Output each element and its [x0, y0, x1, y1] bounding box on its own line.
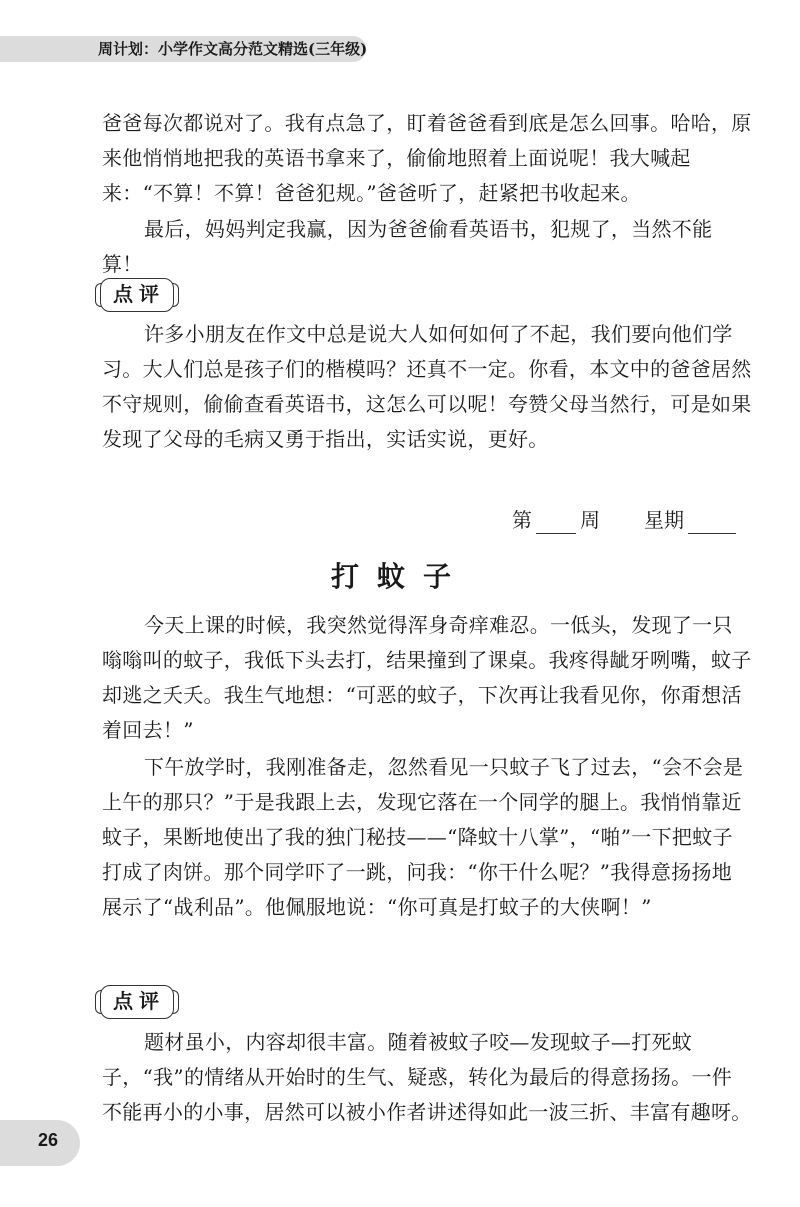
week-blank — [536, 511, 576, 534]
story-title: 打蚊子 — [330, 560, 469, 593]
page-number: 26 — [38, 1130, 59, 1150]
comment-label-1: 点评 — [100, 278, 174, 312]
comment-text-1: 许多小朋友在作文中总是说大人如何如何了不起，我们要向他们学习。大人们总是孩子们的楷模吗？还真不一定。你看，本文中的爸爸居然不守规则，偷偷查看英语书，这怎么可以呢！夸赞父母当然行，可是如果发现了父母的毛病又勇于指出，实话实说，更好。 — [102, 322, 752, 451]
story1-paragraph-1: 爸爸每次都说对了。我有点急了，盯着爸爸看到底是怎么回事。哈哈，原来他悄悄地把我的英语书拿来了，偷偷地照着上面说呢！我大喊起来：“不算！不算！爸爸犯规。”爸爸听了，赶紧把书收起来。 — [102, 111, 752, 205]
running-header: 周计划：小学作文高分范文精选(三年级) — [98, 40, 368, 58]
story2-paragraph-2: 下午放学时，我刚准备走，忽然看见一只蚊子飞了过去，“会不会是上午的那只？”于是我跟上去，发现它落在一个同学的腿上。我悄悄靠近蚊子，果断地使出了我的独门秘技——“降蚊十八掌”，“啪”一下把蚊子打成了肉饼。那个同学吓了一跳，问我：“你干什么呢？”我得意扬扬地展示了“战利品”。他佩服地说：“你可真是打蚊子的大侠啊！” — [102, 755, 744, 919]
story1-paragraph-2: 最后，妈妈判定我赢，因为爸爸偷看英语书，犯规了，当然不能算！ — [102, 217, 713, 276]
story2-paragraph-1: 今天上课的时候，我突然觉得浑身奇痒难忍。一低头，发现了一只嗡嗡叫的蚊子，我低下头去打，结果撞到了课桌。我疼得龇牙咧嘴，蚊子却逃之夭夭。我生气地想：“可恶的蚊子，下次再让我看见你，你甭想活着回去！” — [102, 613, 752, 742]
weekday-label: 星期 — [644, 508, 684, 532]
weekday-blank — [688, 511, 736, 534]
week-prefix: 第 — [512, 508, 532, 532]
week-line — [512, 506, 740, 534]
comment-label-2: 点评 — [100, 985, 174, 1019]
comment-text-2: 题材虽小，内容却很丰富。随着被蚊子咬—发现蚊子—打死蚊子，“我”的情绪从开始时的生气、疑惑，转化为最后的得意扬扬。一件不能再小的小事，居然可以被小作者讲述得如此一波三折、丰富有趣呀。 — [102, 1030, 752, 1124]
week-suffix: 周 — [580, 508, 600, 532]
